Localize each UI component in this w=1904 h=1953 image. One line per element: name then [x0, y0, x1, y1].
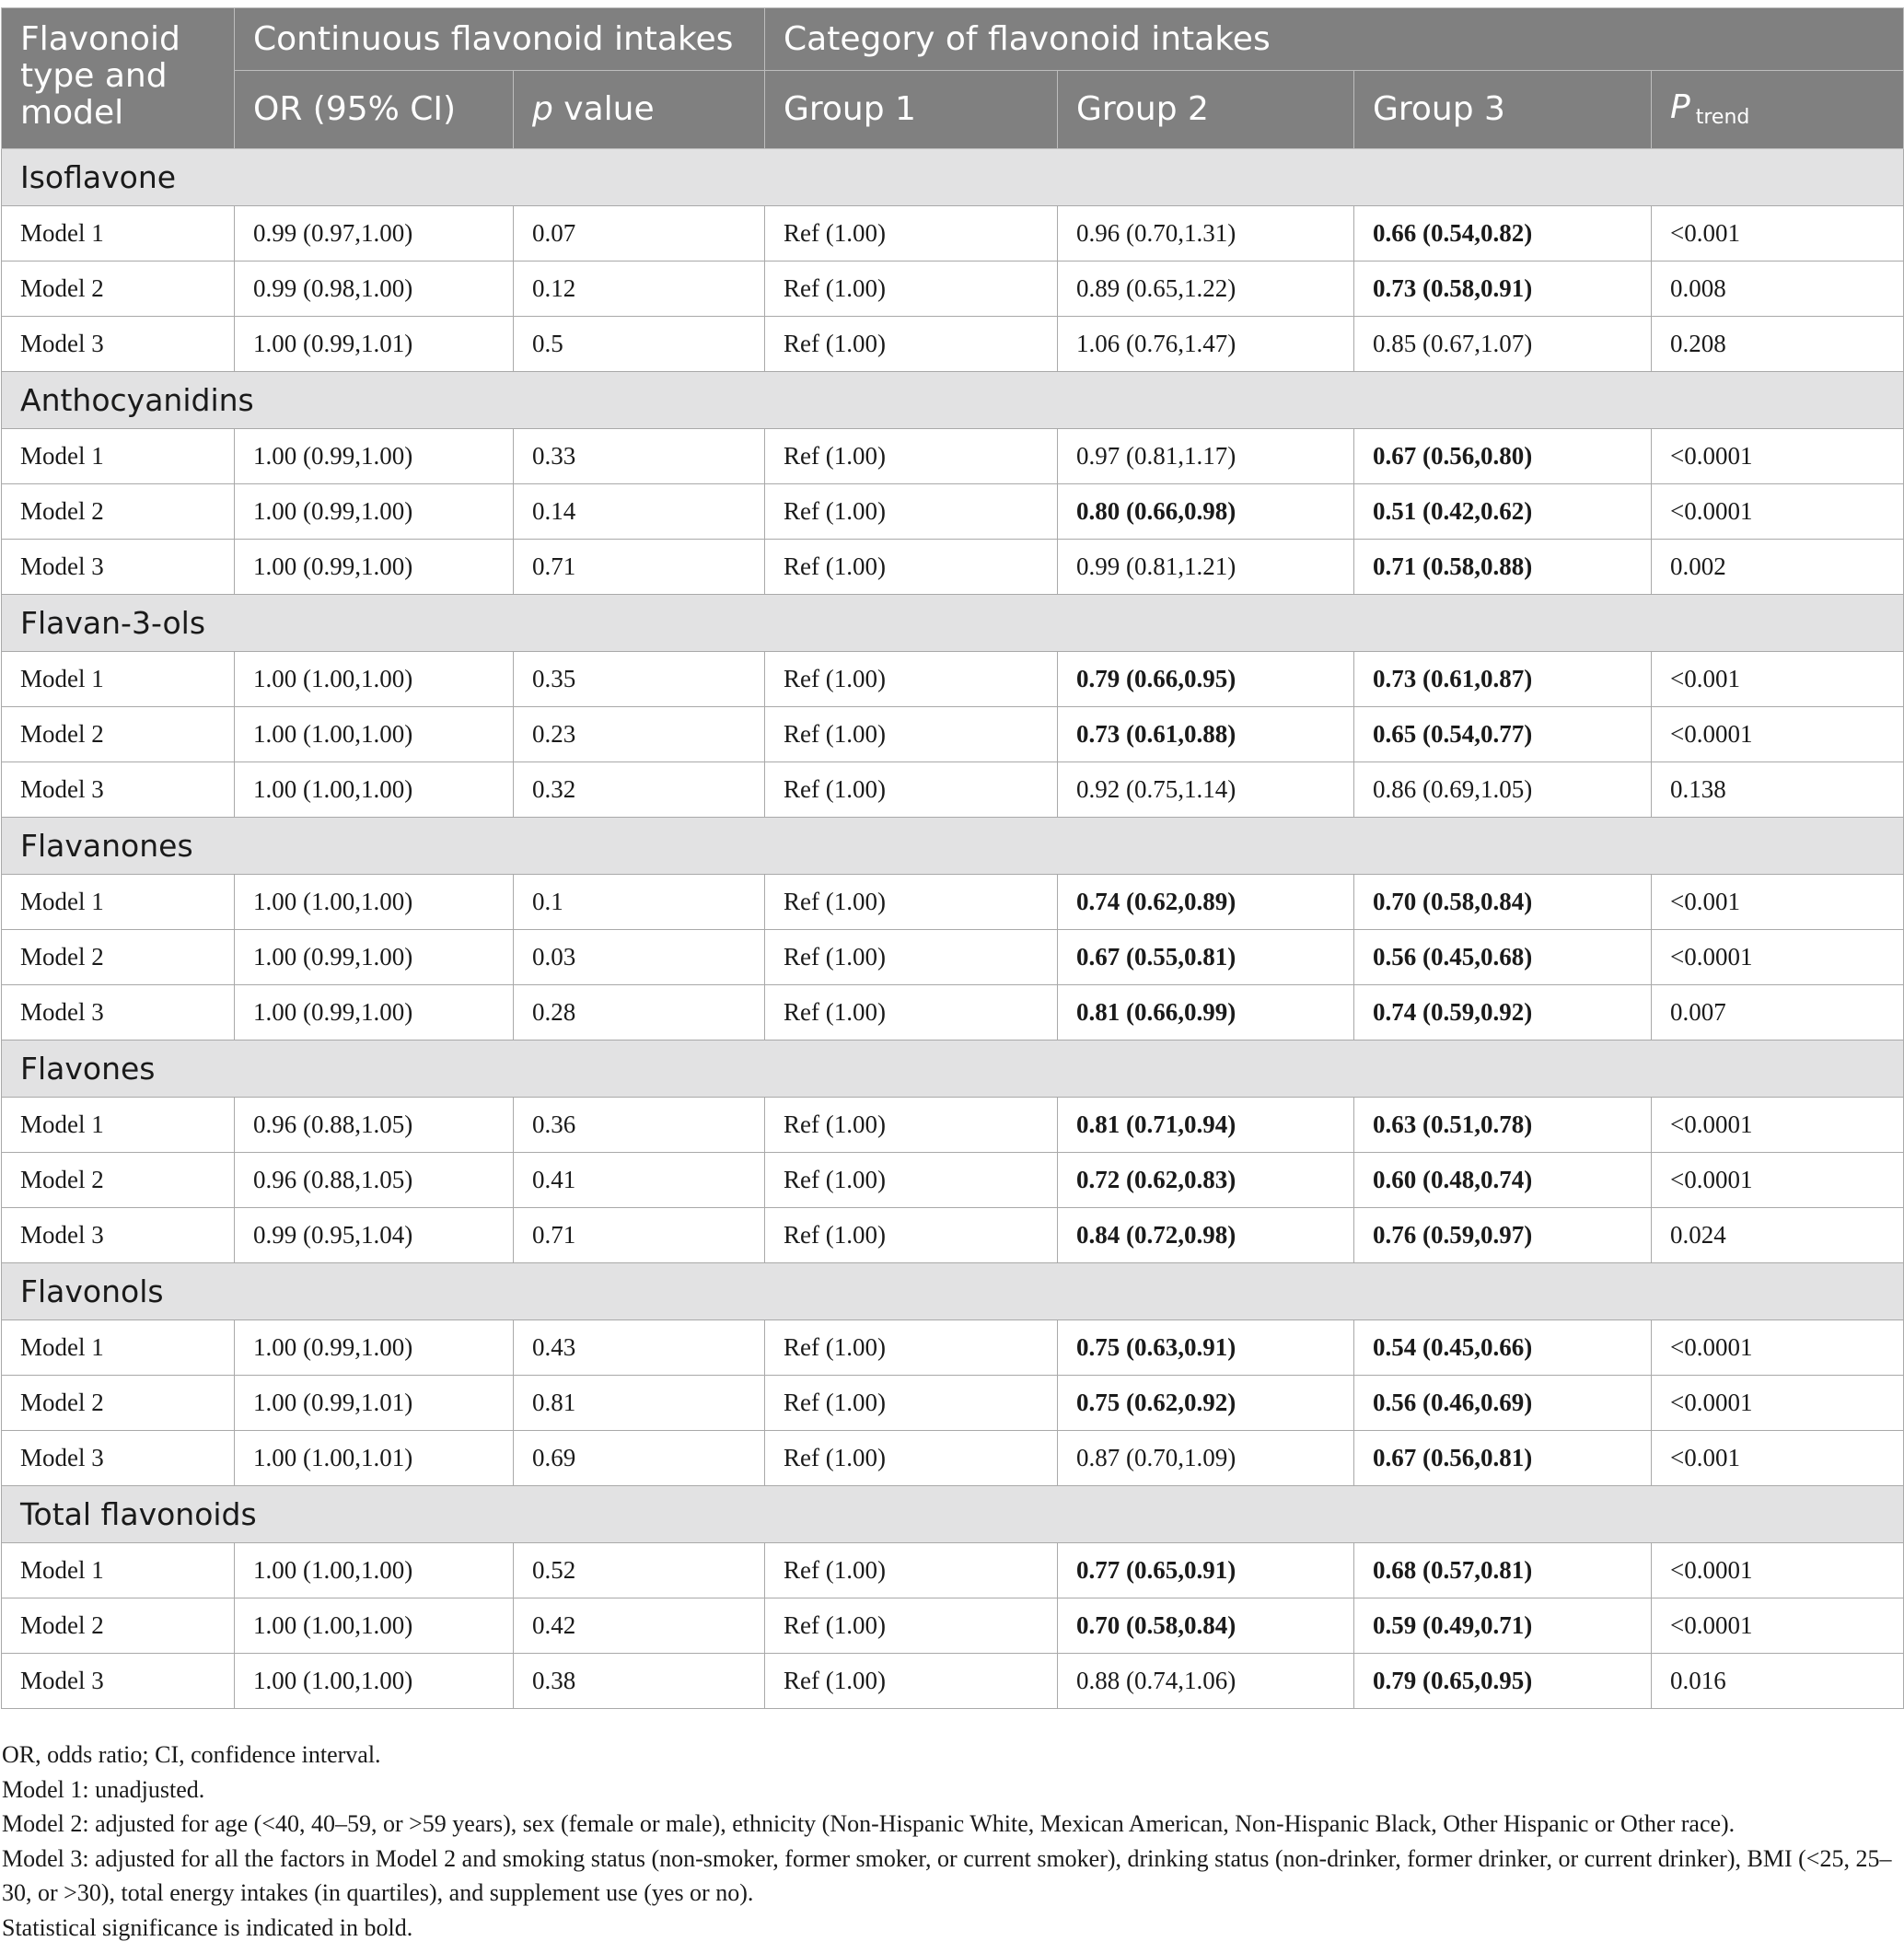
model-label: Model 2 [2, 707, 235, 762]
group3-value: 0.51 (0.42,0.62) [1354, 484, 1652, 540]
group2-value: 0.75 (0.63,0.91) [1058, 1320, 1354, 1376]
table-row [2, 1098, 1904, 1153]
row-head-label: Flavonoid type and model [2, 8, 235, 149]
group2-value: 0.73 (0.61,0.88) [1058, 707, 1354, 762]
group1-value: Ref (1.00) [765, 429, 1058, 484]
or-ci-value: 1.00 (0.99,1.00) [235, 540, 514, 595]
group3-value: 0.74 (0.59,0.92) [1354, 985, 1652, 1040]
or-ci-value: 0.99 (0.98,1.00) [235, 262, 514, 317]
p-trend-value: <0.001 [1652, 652, 1904, 707]
section-title: Flavan-3-ols [2, 595, 1904, 652]
section-row [2, 595, 1904, 652]
model-label: Model 1 [2, 652, 235, 707]
group3-value: 0.79 (0.65,0.95) [1354, 1654, 1652, 1709]
group1-value: Ref (1.00) [765, 1098, 1058, 1153]
group3-value: 0.54 (0.45,0.66) [1354, 1320, 1652, 1376]
or-ci-value: 1.00 (0.99,1.01) [235, 317, 514, 372]
p-trend-letter: P [1670, 87, 1690, 126]
section-row [2, 149, 1904, 206]
p-trend-value: <0.0001 [1652, 1543, 1904, 1598]
or-ci-value: 0.99 (0.97,1.00) [235, 206, 514, 262]
table-row [2, 652, 1904, 707]
table-row [2, 1543, 1904, 1598]
or-ci-value: 1.00 (1.00,1.00) [235, 1543, 514, 1598]
group1-value: Ref (1.00) [765, 484, 1058, 540]
group1-value: Ref (1.00) [765, 985, 1058, 1040]
group3-value: 0.86 (0.69,1.05) [1354, 762, 1652, 818]
group3-value: 0.65 (0.54,0.77) [1354, 707, 1652, 762]
group2-value: 0.99 (0.81,1.21) [1058, 540, 1354, 595]
table-row [2, 1320, 1904, 1376]
group2-value: 0.75 (0.62,0.92) [1058, 1376, 1354, 1431]
p-value: 0.43 [514, 1320, 765, 1376]
group3-value: 0.73 (0.61,0.87) [1354, 652, 1652, 707]
group1-value: Ref (1.00) [765, 1376, 1058, 1431]
group1-value: Ref (1.00) [765, 1320, 1058, 1376]
group1-header: Group 1 [765, 71, 1058, 149]
group3-value: 0.56 (0.46,0.69) [1354, 1376, 1652, 1431]
continuous-group-header: Continuous flavonoid intakes [235, 8, 765, 71]
results-table [1, 7, 1904, 1709]
or-ci-value: 1.00 (1.00,1.00) [235, 707, 514, 762]
group2-value: 0.92 (0.75,1.14) [1058, 762, 1354, 818]
group3-value: 0.63 (0.51,0.78) [1354, 1098, 1652, 1153]
model-label: Model 2 [2, 1598, 235, 1654]
p-trend-value: 0.007 [1652, 985, 1904, 1040]
group2-value: 0.89 (0.65,1.22) [1058, 262, 1354, 317]
model-label: Model 3 [2, 1431, 235, 1486]
section-title: Isoflavone [2, 149, 1904, 206]
group2-value: 1.06 (0.76,1.47) [1058, 317, 1354, 372]
p-trend-value: 0.002 [1652, 540, 1904, 595]
model-label: Model 3 [2, 540, 235, 595]
p-value: 0.28 [514, 985, 765, 1040]
group1-value: Ref (1.00) [765, 875, 1058, 930]
or-ci-value: 1.00 (1.00,1.00) [235, 1654, 514, 1709]
group2-value: 0.81 (0.66,0.99) [1058, 985, 1354, 1040]
group1-value: Ref (1.00) [765, 1153, 1058, 1208]
p-value: 0.5 [514, 317, 765, 372]
p-value: 0.52 [514, 1543, 765, 1598]
group3-value: 0.56 (0.45,0.68) [1354, 930, 1652, 985]
or-ci-value: 1.00 (0.99,1.01) [235, 1376, 514, 1431]
p-trend-value: <0.0001 [1652, 930, 1904, 985]
model-label: Model 1 [2, 206, 235, 262]
section-title: Total flavonoids [2, 1486, 1904, 1543]
table-row [2, 1654, 1904, 1709]
section-title: Anthocyanidins [2, 372, 1904, 429]
or-ci-header: OR (95% CI) [235, 71, 514, 149]
p-value: 0.12 [514, 262, 765, 317]
footnotes [2, 1738, 1898, 1945]
group1-value: Ref (1.00) [765, 1598, 1058, 1654]
model-label: Model 3 [2, 985, 235, 1040]
group2-value: 0.97 (0.81,1.17) [1058, 429, 1354, 484]
p-trend-value: <0.0001 [1652, 484, 1904, 540]
table-row [2, 1431, 1904, 1486]
table-row [2, 930, 1904, 985]
p-value: 0.03 [514, 930, 765, 985]
or-ci-value: 1.00 (1.00,1.00) [235, 1598, 514, 1654]
group3-value: 0.67 (0.56,0.80) [1354, 429, 1652, 484]
table-container [0, 7, 1904, 1709]
p-value: 0.42 [514, 1598, 765, 1654]
group3-value: 0.59 (0.49,0.71) [1354, 1598, 1652, 1654]
group1-value: Ref (1.00) [765, 1431, 1058, 1486]
or-ci-value: 1.00 (1.00,1.00) [235, 652, 514, 707]
model-label: Model 3 [2, 762, 235, 818]
group3-value: 0.71 (0.58,0.88) [1354, 540, 1652, 595]
or-ci-value: 0.96 (0.88,1.05) [235, 1153, 514, 1208]
model-label: Model 3 [2, 1654, 235, 1709]
or-ci-value: 1.00 (0.99,1.00) [235, 1320, 514, 1376]
table-row [2, 429, 1904, 484]
or-ci-value: 1.00 (0.99,1.00) [235, 985, 514, 1040]
p-value: 0.14 [514, 484, 765, 540]
group3-value: 0.73 (0.58,0.91) [1354, 262, 1652, 317]
table-row [2, 707, 1904, 762]
group3-value: 0.67 (0.56,0.81) [1354, 1431, 1652, 1486]
table-row [2, 1376, 1904, 1431]
p-trend-value: 0.138 [1652, 762, 1904, 818]
group2-value: 0.74 (0.62,0.89) [1058, 875, 1354, 930]
group2-value: 0.72 (0.62,0.83) [1058, 1153, 1354, 1208]
group2-value: 0.87 (0.70,1.09) [1058, 1431, 1354, 1486]
table-row [2, 1208, 1904, 1263]
table-row [2, 206, 1904, 262]
group1-value: Ref (1.00) [765, 1543, 1058, 1598]
model-label: Model 2 [2, 262, 235, 317]
model-label: Model 1 [2, 1320, 235, 1376]
group2-value: 0.70 (0.58,0.84) [1058, 1598, 1354, 1654]
or-ci-value: 1.00 (1.00,1.01) [235, 1431, 514, 1486]
group2-value: 0.79 (0.66,0.95) [1058, 652, 1354, 707]
table-row [2, 1598, 1904, 1654]
model-label: Model 2 [2, 1153, 235, 1208]
p-value: 0.36 [514, 1098, 765, 1153]
group1-value: Ref (1.00) [765, 262, 1058, 317]
section-row [2, 1263, 1904, 1320]
group1-value: Ref (1.00) [765, 206, 1058, 262]
footnote: OR, odds ratio; CI, confidence interval. [2, 1741, 381, 1768]
section-row [2, 372, 1904, 429]
p-value: 0.71 [514, 1208, 765, 1263]
table-row [2, 1153, 1904, 1208]
p-trend-value: <0.001 [1652, 206, 1904, 262]
p-trend-value: <0.001 [1652, 1431, 1904, 1486]
group1-value: Ref (1.00) [765, 317, 1058, 372]
table-body [2, 149, 1904, 1709]
p-value: 0.71 [514, 540, 765, 595]
group1-value: Ref (1.00) [765, 762, 1058, 818]
footnote: Model 1: unadjusted. [2, 1775, 205, 1803]
p-value-word: value [552, 90, 655, 128]
section-title: Flavonols [2, 1263, 1904, 1320]
p-value-header [514, 71, 765, 149]
group1-value: Ref (1.00) [765, 930, 1058, 985]
group2-value: 0.81 (0.71,0.94) [1058, 1098, 1354, 1153]
section-title: Flavones [2, 1040, 1904, 1098]
or-ci-value: 1.00 (0.99,1.00) [235, 484, 514, 540]
model-label: Model 2 [2, 930, 235, 985]
p-value: 0.1 [514, 875, 765, 930]
table-row [2, 875, 1904, 930]
group3-header: Group 3 [1354, 71, 1652, 149]
group1-value: Ref (1.00) [765, 1654, 1058, 1709]
group2-value: 0.77 (0.65,0.91) [1058, 1543, 1354, 1598]
group2-value: 0.88 (0.74,1.06) [1058, 1654, 1354, 1709]
section-row [2, 818, 1904, 875]
or-ci-value: 1.00 (1.00,1.00) [235, 875, 514, 930]
p-trend-value: <0.0001 [1652, 1098, 1904, 1153]
group3-value: 0.70 (0.58,0.84) [1354, 875, 1652, 930]
p-trend-value: <0.0001 [1652, 707, 1904, 762]
p-trend-value: 0.024 [1652, 1208, 1904, 1263]
p-value: 0.07 [514, 206, 765, 262]
model-label: Model 1 [2, 875, 235, 930]
footnote: Model 2: adjusted for age (<40, 40–59, or >59 years), sex (female or male), ethnicity (Non-Hispanic White, Mexican American, Non-Hispanic Black, Other Hispanic or Other race). [2, 1810, 1736, 1837]
or-ci-value: 0.99 (0.95,1.04) [235, 1208, 514, 1263]
group3-value: 0.60 (0.48,0.74) [1354, 1153, 1652, 1208]
group2-header: Group 2 [1058, 71, 1354, 149]
p-trend-header [1652, 71, 1904, 149]
or-ci-value: 1.00 (0.99,1.00) [235, 930, 514, 985]
group2-value: 0.84 (0.72,0.98) [1058, 1208, 1354, 1263]
p-trend-value: <0.0001 [1652, 1320, 1904, 1376]
p-trend-value: 0.008 [1652, 262, 1904, 317]
group3-value: 0.85 (0.67,1.07) [1354, 317, 1652, 372]
model-label: Model 1 [2, 429, 235, 484]
group2-value: 0.96 (0.70,1.31) [1058, 206, 1354, 262]
or-ci-value: 1.00 (0.99,1.00) [235, 429, 514, 484]
p-trend-value: <0.0001 [1652, 429, 1904, 484]
group2-value: 0.80 (0.66,0.98) [1058, 484, 1354, 540]
group1-value: Ref (1.00) [765, 707, 1058, 762]
p-value: 0.35 [514, 652, 765, 707]
p-value: 0.33 [514, 429, 765, 484]
or-ci-value: 1.00 (1.00,1.00) [235, 762, 514, 818]
p-value: 0.41 [514, 1153, 765, 1208]
group3-value: 0.66 (0.54,0.82) [1354, 206, 1652, 262]
table-row [2, 540, 1904, 595]
category-group-header: Category of flavonoid intakes [765, 8, 1904, 71]
model-label: Model 1 [2, 1543, 235, 1598]
table-row [2, 262, 1904, 317]
footnote: Model 3: adjusted for all the factors in Model 2 and smoking status (non-smoker, former smoker, or current smoker), drinking status (non-drinker, former drinker, or current drinker), BMI (<25, 25–30, or >30), total energy intakes (in quartiles), and supplement use (yes or no). [2, 1844, 1892, 1906]
table-row [2, 985, 1904, 1040]
section-title: Flavanones [2, 818, 1904, 875]
p-value: 0.38 [514, 1654, 765, 1709]
group3-value: 0.76 (0.59,0.97) [1354, 1208, 1652, 1263]
table-row [2, 762, 1904, 818]
p-trend-value: <0.0001 [1652, 1153, 1904, 1208]
table-row [2, 484, 1904, 540]
p-trend-subscript: trend [1695, 105, 1750, 129]
or-ci-value: 0.96 (0.88,1.05) [235, 1098, 514, 1153]
footnote: Statistical significance is indicated in bold. [2, 1913, 413, 1941]
p-trend-value: <0.0001 [1652, 1376, 1904, 1431]
table-header [2, 8, 1904, 149]
p-value: 0.32 [514, 762, 765, 818]
p-trend-value: <0.0001 [1652, 1598, 1904, 1654]
model-label: Model 3 [2, 317, 235, 372]
group3-value: 0.68 (0.57,0.81) [1354, 1543, 1652, 1598]
section-row [2, 1486, 1904, 1543]
group1-value: Ref (1.00) [765, 652, 1058, 707]
p-value: 0.23 [514, 707, 765, 762]
p-value: 0.81 [514, 1376, 765, 1431]
model-label: Model 1 [2, 1098, 235, 1153]
group2-value: 0.67 (0.55,0.81) [1058, 930, 1354, 985]
model-label: Model 2 [2, 484, 235, 540]
model-label: Model 2 [2, 1376, 235, 1431]
p-trend-value: <0.001 [1652, 875, 1904, 930]
p-trend-value: 0.016 [1652, 1654, 1904, 1709]
p-value: 0.69 [514, 1431, 765, 1486]
model-label: Model 3 [2, 1208, 235, 1263]
p-trend-value: 0.208 [1652, 317, 1904, 372]
p-value-letter: p [532, 90, 553, 128]
group1-value: Ref (1.00) [765, 540, 1058, 595]
table-row [2, 317, 1904, 372]
section-row [2, 1040, 1904, 1098]
group1-value: Ref (1.00) [765, 1208, 1058, 1263]
